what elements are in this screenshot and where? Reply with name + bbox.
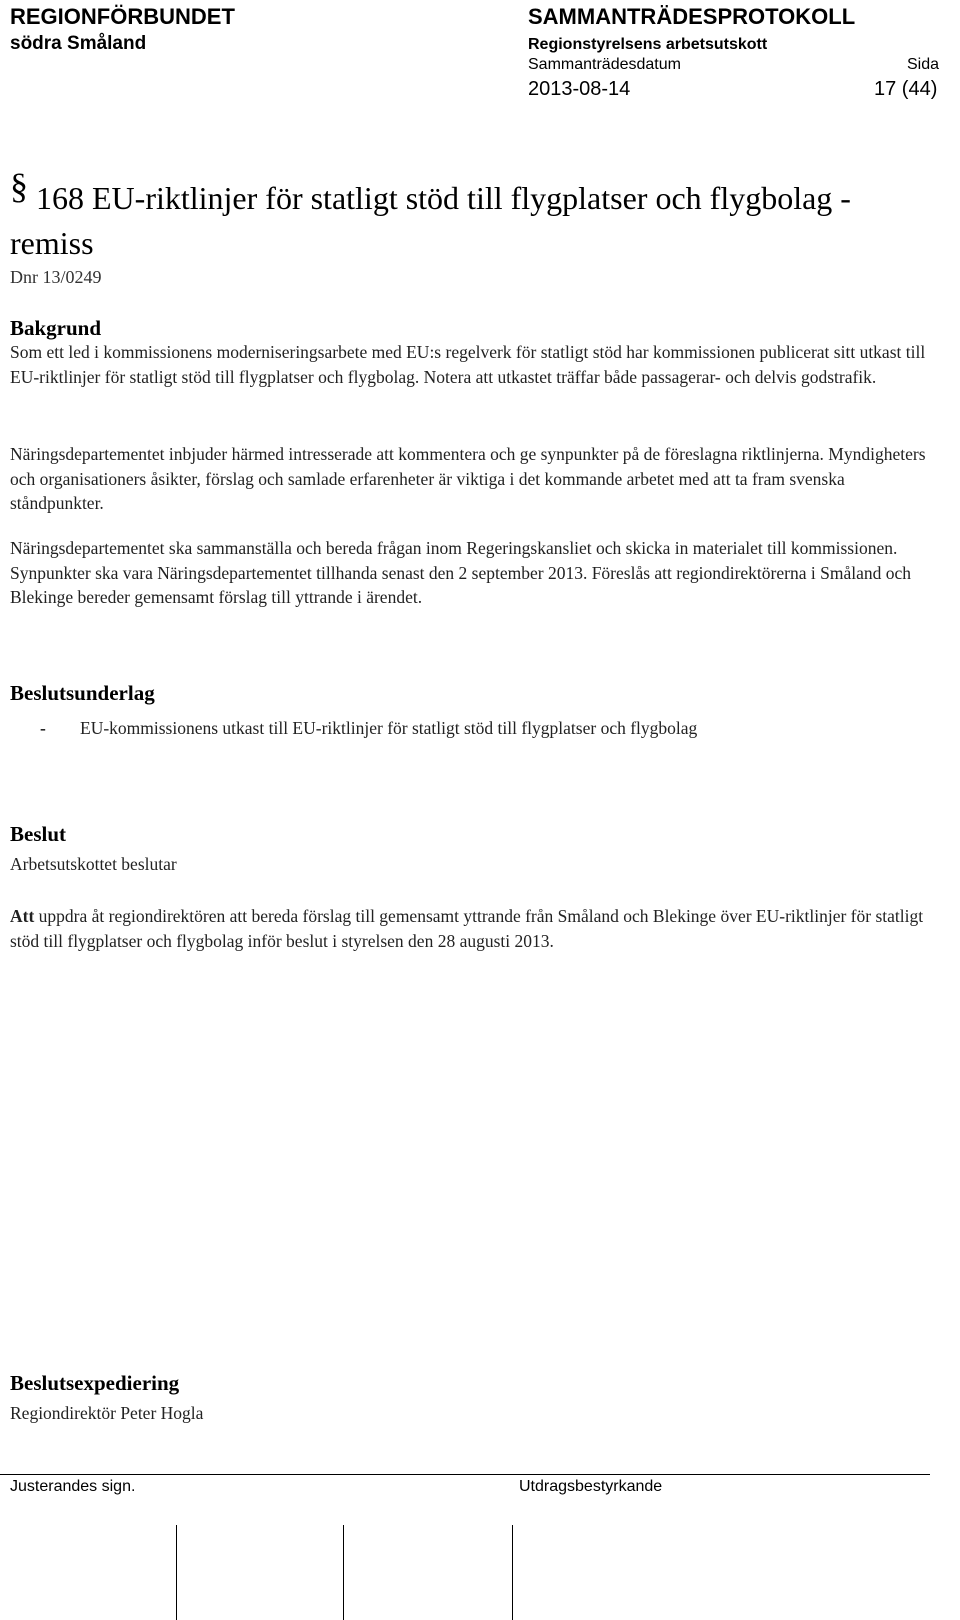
dispatch-heading: Beslutsexpediering <box>10 1371 180 1395</box>
decision-lead: Arbetsutskottet beslutar <box>10 854 177 874</box>
decision-body: uppdra åt regiondirektören att bereda förslag till gemensamt yttrande från Småland och Blekinge över EU-riktlinjer för statligt stöd till flygplatser och flygbolag inför beslut i styrelsen den 28 augusti 2013. <box>10 906 924 951</box>
meeting-date: 2013-08-14 <box>528 78 631 100</box>
dispatch-recipient: Regiondirektör Peter Hogla <box>10 1403 204 1423</box>
section-sign: § <box>10 166 28 206</box>
signature-box-divider <box>343 1525 344 1620</box>
adjuster-signature-label: Justerandes sign. <box>10 1478 136 1495</box>
background-paragraph-2: Näringsdepartementet inbjuder härmed intresserade att kommentera och ge synpunkter på de föreslagna riktlinjerna. Myndigheters och organisationers åsikter, förslag och samlade erfarenheter är viktiga i det kommande arbetet med att ta fram svenska ståndpunkter. <box>10 444 926 513</box>
background-paragraph-3: Näringsdepartementet ska sammanställa och bereda frågan inom Regeringskansliet och skicka in materialet till kommissionen. Synpunkter ska vara Näringsdepartementet tillhanda senast den 2 september 2013. Föreslås att regiondirektörerna i Småland och Blekinge bereder gemensamt förslag till yttrande i ärendet. <box>10 538 911 607</box>
decision-text <box>10 904 935 953</box>
document-type: SAMMANTRÄDESPROTOKOLL <box>528 4 856 29</box>
list-bullet: - <box>40 718 46 738</box>
decision-heading: Beslut <box>10 822 67 846</box>
signature-box-divider <box>176 1525 177 1620</box>
extract-certification-label: Utdragsbestyrkande <box>519 1478 663 1495</box>
page-number: 17 (44) <box>874 78 938 100</box>
diary-number: Dnr 13/0249 <box>10 267 102 287</box>
decision-basis-heading: Beslutsunderlag <box>10 681 155 705</box>
footer-divider <box>0 1474 930 1475</box>
organization-region: södra Småland <box>10 33 147 54</box>
board-name: Regionstyrelsens arbetsutskott <box>528 36 768 53</box>
decision-att: Att <box>10 906 35 926</box>
decision-basis-item: EU-kommissionens utkast till EU-riktlinjer för statligt stöd till flygplatser och flygbolag <box>80 718 698 738</box>
background-heading: Bakgrund <box>10 316 102 340</box>
organization-name: REGIONFÖRBUNDET <box>10 4 235 29</box>
signature-box-divider <box>512 1525 513 1620</box>
meeting-date-label: Sammanträdesdatum <box>528 56 681 73</box>
section-title: 168 EU-riktlinjer för statligt stöd till flygplatser och flygbolag - remiss <box>10 180 851 261</box>
page-label: Sida <box>907 56 940 73</box>
background-paragraph-1: Som ett led i kommissionens moderniseringsarbete med EU:s regelverk för statligt stöd har kommissionen publicerat sitt utkast till EU-riktlinjer för statligt stöd till flygplatser och flygbolag. Notera att utkastet träffar både passagerar- och delvis godstrafik. <box>10 342 926 387</box>
